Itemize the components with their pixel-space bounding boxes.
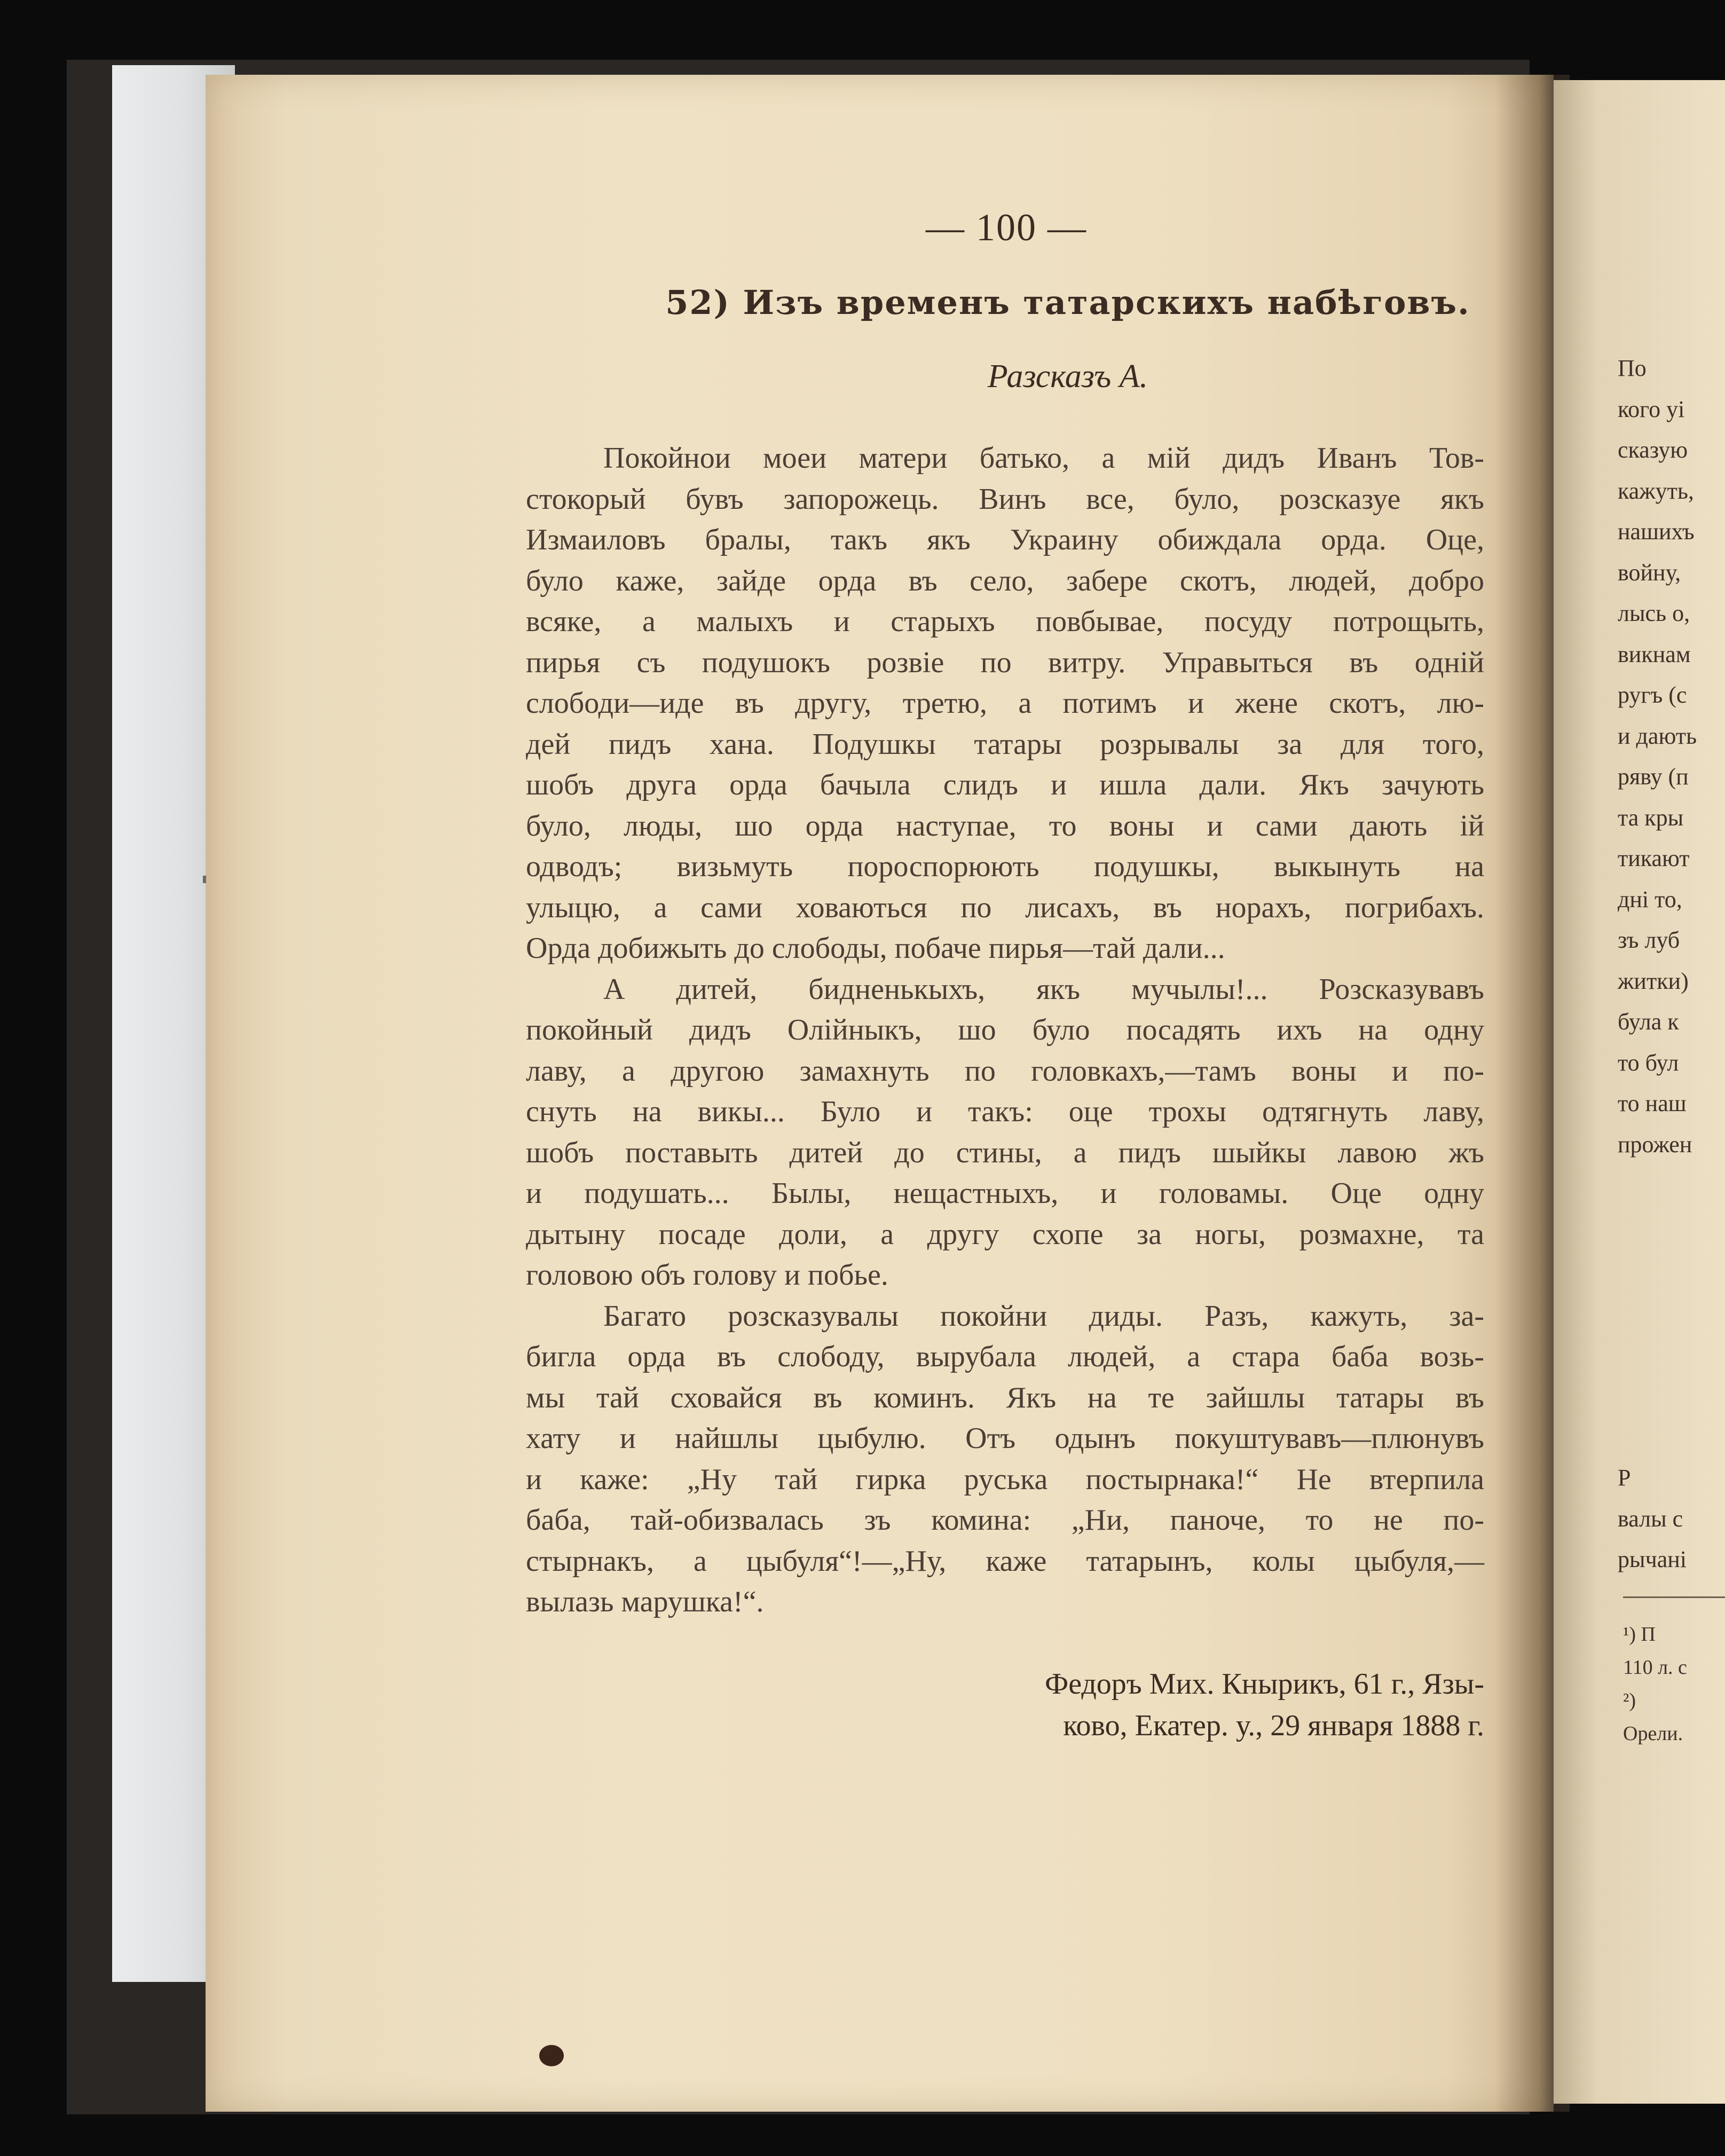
text-line: мы тай сховайся въ коминъ. Якъ на те зайшлы татары въ — [526, 1381, 1484, 1414]
text-line: було, люды, шо орда наступае, то воны и сами дають ій — [526, 809, 1484, 843]
next-page-line: сказую — [1618, 437, 1688, 463]
text-line: дытыну посаде доли, а другу схопе за ногы, розмахне, та — [526, 1217, 1484, 1251]
next-page-lower-text — [1618, 1458, 1725, 1580]
text-line: Орда добижыть до слободы, побаче пирья—тай дали... — [526, 932, 1225, 965]
text-line: покойный дидъ Олійныкъ, шо було посадять ихъ на одну — [526, 1013, 1484, 1046]
next-page-line: войну, — [1618, 559, 1681, 586]
next-page-line: Р — [1618, 1465, 1631, 1491]
next-page-line: тикают — [1618, 845, 1690, 871]
next-page-line: зъ луб — [1618, 927, 1680, 953]
signature-line: Федоръ Мих. Кнырикъ, 61 г., Язы- — [1044, 1667, 1484, 1701]
text-line: шобъ поставыть дитей до стины, а пидъ шыйкы лавою жъ — [526, 1136, 1484, 1169]
text-line: улыцю, а сами ховаються по лисахъ, въ норахъ, погрибахъ. — [526, 891, 1484, 924]
next-page-line: кого уі — [1618, 396, 1685, 422]
page-edge-mark — [203, 876, 206, 883]
text-line: всяке, а малыхъ и старыхъ повбывае, посуду потрощыть, — [526, 605, 1484, 638]
text-line: баба, тай-обизвалась зъ комина: „Ни, паноче, то не по- — [526, 1504, 1484, 1537]
text-line: лаву, а другою замахнуть по головкахъ,—тамъ воны и по- — [526, 1054, 1484, 1088]
text-line: Багато розсказувалы покойни диды. Разъ, кажуть, за- — [603, 1299, 1484, 1333]
footnote-line: ²) — [1623, 1689, 1636, 1712]
text-line: и подушать... Былы, нещастныхъ, и головамы. Оце одну — [526, 1177, 1484, 1210]
footnote-line: 110 л. с — [1623, 1656, 1687, 1679]
next-page-line: ряву (п — [1618, 764, 1689, 790]
story-title: 52) Изъ временъ татарскихъ набѣговъ. — [665, 283, 1470, 322]
next-page-line: По — [1618, 355, 1647, 381]
page-number: — 100 — — [926, 206, 1087, 249]
footnote-rule — [1623, 1596, 1725, 1598]
footnote-line: ¹) П — [1623, 1623, 1656, 1646]
signature-line: ково, Екатер. у., 29 января 1888 г. — [1063, 1709, 1484, 1742]
next-page-text — [1618, 348, 1725, 1165]
next-page-line: дні то, — [1618, 886, 1682, 912]
footnote-line: Орели. — [1623, 1722, 1683, 1745]
text-line: и каже: „Ну тай гирка руська постырнака!“ Не втерпила — [526, 1462, 1484, 1496]
text-line: Измаиловъ бралы, такъ якъ Украину обиждала орда. Оце, — [526, 523, 1484, 556]
text-line: вылазь марушка!“. — [526, 1585, 764, 1618]
text-line: бигла орда въ слободу, вырубала людей, а стара баба возь- — [526, 1340, 1484, 1373]
story-signature — [758, 1663, 1484, 1746]
next-page-line: и дають — [1618, 722, 1697, 749]
next-page-line: нашихъ — [1618, 518, 1695, 545]
next-page-line: то бул — [1618, 1049, 1679, 1076]
next-page-line: валы с — [1618, 1505, 1683, 1532]
next-page-line: лысь о, — [1618, 600, 1690, 626]
next-page-line: прожен — [1618, 1131, 1692, 1158]
text-line: хату и найшлы цыбулю. Отъ одынъ покуштувавъ—плюнувъ — [526, 1422, 1484, 1455]
ink-blot — [539, 2045, 564, 2066]
text-line: снуть на викы... Було и такъ: оце трохы одтягнуть лаву, — [526, 1095, 1484, 1128]
next-page-line: кажуть, — [1618, 477, 1694, 504]
text-line: було каже, зайде орда въ село, заберe скотъ, людей, добро — [526, 564, 1484, 597]
text-line: Покойнои моеи матери батько, а мій дидъ Иванъ Тов- — [603, 442, 1484, 475]
next-page-line: житки) — [1618, 967, 1689, 994]
next-page-line: рычані — [1618, 1546, 1687, 1572]
next-page-line: викнам — [1618, 641, 1691, 667]
story-subtitle: Разсказъ А. — [987, 358, 1148, 395]
next-page-line: була к — [1618, 1009, 1679, 1035]
next-page-line: та кры — [1618, 804, 1684, 831]
next-page-footnotes — [1623, 1618, 1725, 1750]
text-line: дей пидъ хана. Подушкы татары розрывалы за для того, — [526, 727, 1484, 761]
next-page-line: то наш — [1618, 1090, 1687, 1116]
text-line: стырнакъ, а цыбуля“!—„Ну, каже татарынъ, колы цыбуля,— — [526, 1544, 1484, 1578]
text-line: слободи—иде въ другу, третю, а потимъ и жене скотъ, лю- — [526, 687, 1484, 720]
text-line: головою объ голову и побье. — [526, 1258, 888, 1292]
text-line: пирья съ подушокъ розвіе по витру. Управыться въ однiй — [526, 646, 1484, 679]
text-line: одводъ; визьмуть пороспорюють подушкы, выкынуть на — [526, 850, 1484, 883]
story-body — [526, 438, 1484, 1623]
next-page-line: ругъ (с — [1618, 682, 1687, 708]
text-line: А дитей, бидненькыхъ, якъ мучылы!... Розсказувавъ — [603, 972, 1484, 1006]
text-line: стокорый бувъ запорожець. Винъ все, було, розсказуе якъ — [526, 482, 1484, 516]
text-line: шобъ друга орда бачыла слидъ и ишла дали. Якъ зачують — [526, 768, 1484, 801]
